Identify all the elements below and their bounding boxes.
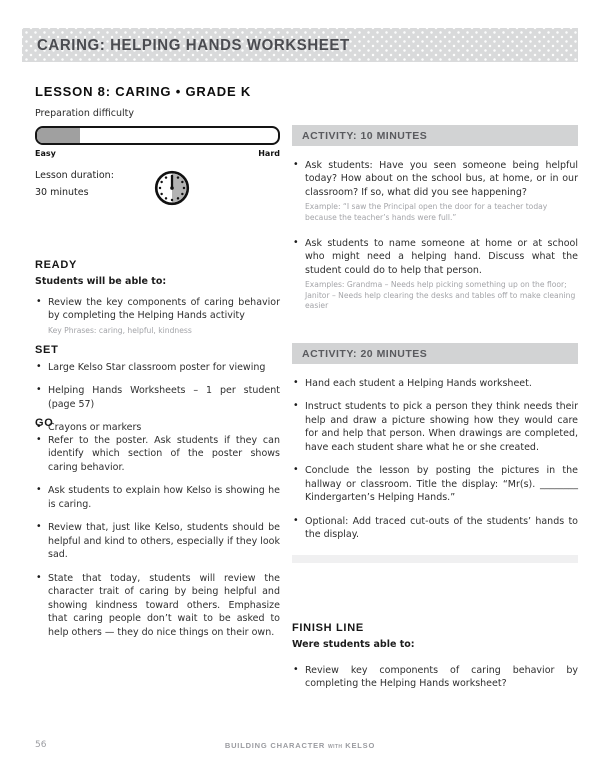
section-activity-10 bbox=[292, 125, 578, 322]
footer-brand-text: BUILDING CHARACTER bbox=[224, 741, 326, 750]
difficulty-hard-label: Hard bbox=[258, 149, 280, 158]
lesson-duration bbox=[35, 167, 280, 207]
difficulty-easy-label: Easy bbox=[35, 149, 56, 158]
header-band bbox=[22, 28, 578, 62]
footer-brand-kelso: KELSO bbox=[345, 741, 376, 750]
finish-line-subheading: Were students able to: bbox=[292, 639, 415, 650]
clock-icon bbox=[153, 169, 191, 207]
list-item: • Conclude the lesson by posting the pictures in the hallway or classroom. Title the display: “Mr(s). ________ Kindergarten’s Helping Hands.” bbox=[292, 464, 578, 504]
list-item: • Refer to the poster. Ask students if they can identify which section of the poster shows caring behavior. bbox=[35, 434, 280, 474]
lesson-title: LESSON 8: CARING • GRADE K bbox=[35, 84, 252, 99]
ready-subheading: Students will be able to: bbox=[35, 276, 167, 287]
divider-strip bbox=[292, 555, 578, 563]
list-item: • Review the key components of caring behavior by completing the Helping Hands activity Key Phrases: caring, helpful, kindness bbox=[35, 296, 280, 337]
prep-difficulty-label: Preparation difficulty bbox=[35, 108, 134, 119]
list-item: • Hand each student a Helping Hands worksheet. bbox=[292, 377, 578, 390]
go-heading: GO bbox=[35, 417, 54, 429]
list-item: • Ask students to explain how Kelso is showing he is caring. bbox=[35, 484, 280, 511]
lesson-duration-value: 30 minutes bbox=[35, 187, 89, 199]
footer-brand bbox=[0, 741, 600, 750]
ready-heading: READY bbox=[35, 259, 78, 271]
list-item: • Ask students: Have you seen someone being helpful today? How about on the school bus, at home, or in our classroom? If so, what did you see happening? Example: “I saw the Principal open the door for a teacher today because the teacher’s hands were full.” bbox=[292, 159, 578, 224]
difficulty-labels bbox=[35, 149, 280, 158]
key-phrases-note: Key Phrases: caring, helpful, kindness bbox=[48, 325, 192, 335]
finish-line-heading: FINISH LINE bbox=[292, 622, 364, 634]
section-go bbox=[35, 417, 280, 649]
list-item: • Review that, just like Kelso, students should be helpful and kind to others, especially if they look sad. bbox=[35, 521, 280, 561]
page-title: CARING: HELPING HANDS WORKSHEET bbox=[37, 36, 350, 54]
section-activity-20 bbox=[292, 343, 578, 552]
list-item: • Review key components of caring behavior by completing the Helping Hands worksheet? bbox=[292, 664, 578, 691]
example-note: Examples: Grandma – Needs help picking something up on the floor; Janitor – Needs help clearing the desks and tables off to make cleaning easier bbox=[305, 280, 576, 311]
list-item: • Crayons or markers bbox=[35, 421, 280, 434]
set-heading: SET bbox=[35, 344, 59, 356]
section-finish-line bbox=[292, 622, 578, 701]
list-item: • Helping Hands Worksheets – 1 per student (page 57) bbox=[35, 384, 280, 411]
list-item: • State that today, students will review the character trait of caring by being helpful and showing kindness toward others. Emphasize that caring people don’t wait to be asked to help others — they do nice things on their own. bbox=[35, 572, 280, 639]
list-item: • Instruct students to pick a person they think needs their help and draw a picture showing how they would care for and help that person. When drawings are completed, have each student share what he or she created. bbox=[292, 400, 578, 454]
list-item: • Large Kelso Star classroom poster for viewing bbox=[35, 361, 280, 374]
difficulty-fill bbox=[37, 128, 80, 143]
difficulty-bar bbox=[35, 126, 280, 145]
lesson-duration-label: Lesson duration: bbox=[35, 170, 114, 181]
list-item: • Optional: Add traced cut-outs of the students’ hands to the display. bbox=[292, 515, 578, 542]
footer-brand-with: WITH bbox=[328, 744, 343, 750]
activity-20-header: ACTIVITY: 20 MINUTES bbox=[292, 343, 578, 364]
section-ready bbox=[35, 259, 280, 347]
example-note: Example: “I saw the Principal open the door for a teacher today because the teacher’s hands were full.” bbox=[305, 202, 548, 223]
activity-10-header: ACTIVITY: 10 MINUTES bbox=[292, 125, 578, 146]
footer-page-number: 56 bbox=[35, 740, 47, 750]
page-footer bbox=[0, 740, 600, 754]
lesson-meta bbox=[35, 84, 280, 207]
list-item: • Ask students to name someone at home or at school who might need a helping hand. Discuss what the student could do to help that person. Examples: Grandma – Needs help picking something up on the floor; Janitor – Needs help clearing the desks and tables off to make cleaning easier bbox=[292, 237, 578, 312]
